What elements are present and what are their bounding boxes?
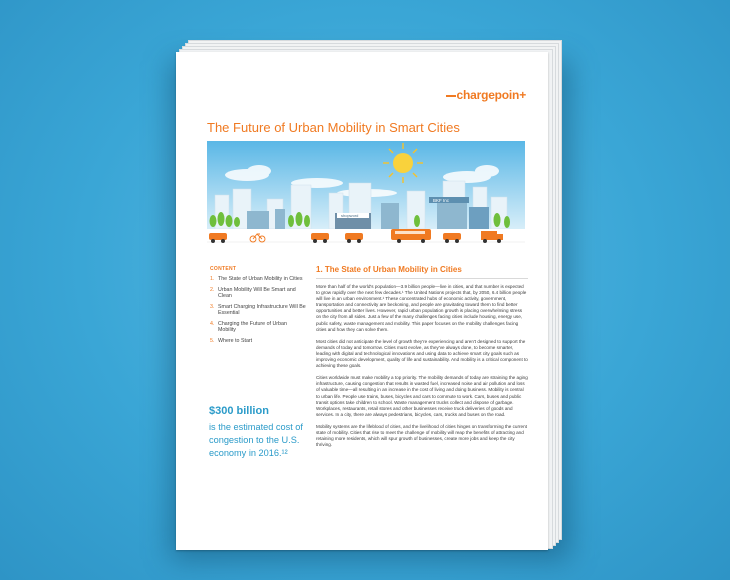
city-illustration [207, 141, 525, 253]
toc-item[interactable]: 1. The State of Urban Mobility in Cities [210, 276, 303, 282]
toc-item[interactable]: 2. Urban Mobility Will Be Smart and Clean [210, 286, 296, 299]
document-title: The Future of Urban Mobility in Smart Cities [207, 120, 460, 135]
toc-item[interactable]: 4. Charging the Future of Urban Mobility [210, 320, 287, 333]
callout-stat [209, 405, 319, 460]
main-section [316, 265, 528, 454]
body-paragraph: Most cities did not anticipate the level of growth they're experiencing and aren't designed to support the demands of today and tomorrow. Cities must evolve, as they've always done, to become smarter, leading with digital and technological innovations and using data to achieve smart city goals such as improving economic development, quality of life and sustainability. And mobility is a critical component to achieving these goals. [316, 338, 528, 369]
toc-item[interactable]: 3. Smart Charging Infrastructure Will Be Essential [210, 303, 306, 316]
body-paragraph: Cities worldwide must make mobility a top priority. The mobility demands of today are straining the aging infrastructure, causing congestion that results in wasted fuel, increased noise and air pollution and loss of valuable time—all resulting in an increase in the cost of living and doing business. Mobility is central to urban life. People use trains, buses, bicycles and cars to commute to work. Cars, buses and public transit options take children to school. Waste management trucks collect and dispose of garbage. Workplaces, restaurants, retail stores and other businesses receive truck deliveries of goods and services. In a city, there are always pedestrians, bicycles, cars, trucks and buses on the road. [316, 375, 528, 417]
callout-text: is the estimated cost of congestion to the U.S. economy in 2016.¹² [209, 422, 303, 458]
chargepoint-logo: chargepoin+ [446, 88, 526, 102]
toc-heading: CONTENT [210, 266, 237, 272]
sun-icon [383, 143, 423, 183]
document-page [176, 52, 548, 550]
section-title: 1. The State of Urban Mobility in Cities [316, 265, 528, 279]
store-sign: shopword [341, 213, 359, 219]
body-paragraph: More than half of the world's population—3.9 billion people—live in cities, and that number is expected to grow rapidly over the next few decades.¹ The United Nations projects that, by 2050, 6.4 billion people will live in an urban environment.¹ These concentrated hubs of economic activity, government, transportation and connectivity are beckoning, and people are gravitating toward them to find better opportunities and better lives. However, rapid urban population growth is placing overwhelming stress on the city from all sides. Just a few of the many challenges facing cities include housing, energy use, public safety, waste management and mobility. This paper focuses on the mobility challenges facing cities and how they can solve them. [316, 284, 527, 332]
toc-item[interactable]: 5. Where to Start [210, 337, 253, 344]
table-of-contents [210, 266, 306, 348]
body-paragraph: Mobility systems are the lifeblood of cities, and the livelihood of cities hinges on transforming the current state of mobility. Cities that rise to meet the challenge of mobility will reap the benefits of attracting and retaining more residents, which will spur growth of businesses, create more jobs and keep the city thriving. [316, 423, 527, 448]
callout-figure: $300 billion [209, 405, 269, 417]
building-sign: BKF Inc [433, 198, 450, 203]
